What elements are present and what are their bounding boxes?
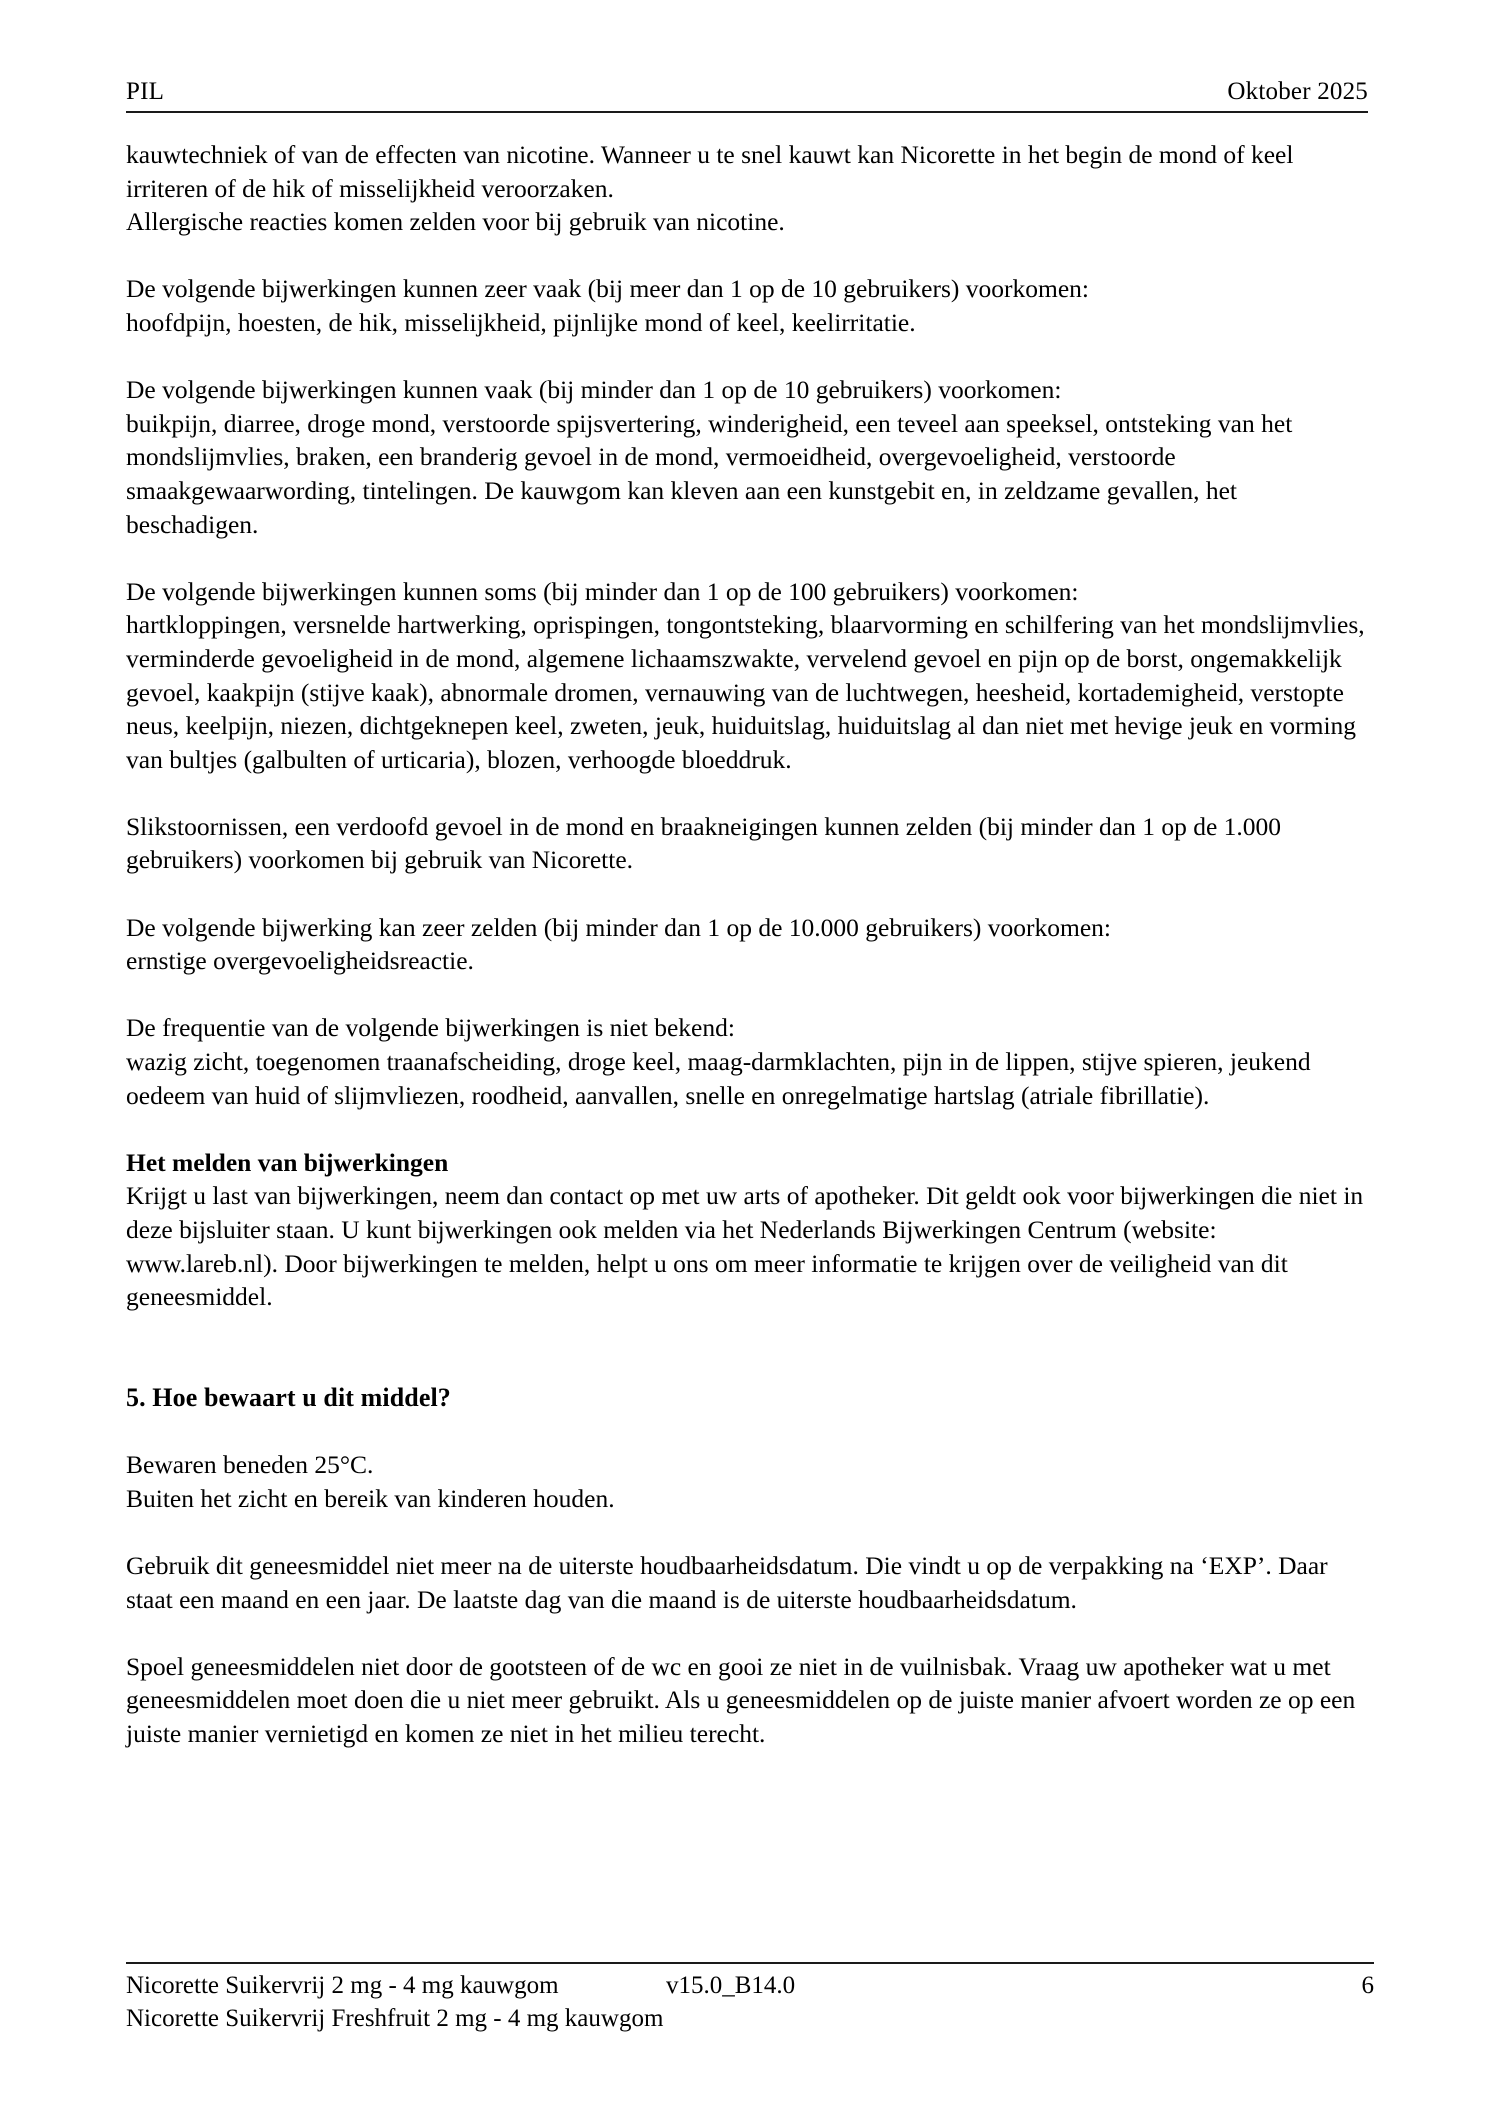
paragraph-very-common-lead: De volgende bijwerkingen kunnen zeer vaak (bij meer dan 1 op de 10 gebruikers) voorkomen: bbox=[126, 274, 1090, 304]
footer-row-secondary bbox=[126, 2002, 1374, 2035]
paragraph-very-common-list: hoofdpijn, hoesten, de hik, misselijkheid, pijnlijke mond of keel, keelirritatie. bbox=[126, 307, 916, 337]
footer-product-name-line1: Nicorette Suikervrij 2 mg - 4 mg kauwgom bbox=[126, 1972, 559, 1999]
footer-page-number: 6 bbox=[1361, 1972, 1374, 1999]
paragraph-storage-temperature: Bewaren beneden 25°C. bbox=[126, 1450, 374, 1480]
page-footer bbox=[126, 1962, 1374, 2035]
header-date: Oktober 2025 bbox=[1227, 78, 1368, 105]
paragraph-uncommon-list: hartkloppingen, versnelde hartwerking, oprispingen, tongontsteking, blaarvorming en schilfering van het mondslijmvlies, verminderde gevoeligheid in de mond, algemene lichaamszwakte, vervelend gevoel en pijn op de borst, ongemakkelijk gevoel, kaakpijn (stijve kaak), abnormale dromen, vernauwing van de luchtwegen, heesheid, kortademigheid, verstopte neus, keelpijn, niezen, dichtgeknepen keel, zweten, jeuk, huiduitslag, huiduitslag al dan niet met hevige jeuk en vorming van bultjes (galbulten of urticaria), blozen, verhoogde bloeddruk. bbox=[126, 610, 1365, 774]
section-spacer bbox=[126, 1347, 1374, 1381]
paragraph-allergic-reactions: Allergische reacties komen zelden voor bij gebruik van nicotine. bbox=[126, 207, 785, 237]
paragraph-expiry-date: Gebruik dit geneesmiddel niet meer na de uiterste houdbaarheidsdatum. Die vindt u op de verpakking na ‘EXP’. Daar staat een maand en een jaar. De laatste dag van die maand is de uiterste houdbaarheidsdatum. bbox=[126, 1550, 1328, 1614]
paragraph-common-list: buikpijn, diarree, droge mond, verstoorde spijsvertering, winderigheid, een teveel aan speeksel, ontsteking van het mondslijmvlies, braken, een branderig gevoel in de mond, vermoeidheid, overgevoeligheid, verstoorde smaakgewaarwording, tintelingen. De kauwgom kan kleven aan een kunstgebit en, in zeldzame gevallen, het beschadigen. bbox=[126, 408, 1293, 539]
paragraph-unknown-frequency-lead: De frequentie van de volgende bijwerkingen is niet bekend: bbox=[126, 1013, 735, 1043]
header-document-type: PIL bbox=[126, 78, 165, 105]
paragraph-uncommon-lead: De volgende bijwerkingen kunnen soms (bij minder dan 1 op de 100 gebruikers) voorkomen: bbox=[126, 576, 1079, 606]
paragraph-storage-children: Buiten het zicht en bereik van kinderen houden. bbox=[126, 1483, 615, 1513]
paragraph-disposal: Spoel geneesmiddelen niet door de gootsteen of de wc en gooi ze niet in de vuilnisbak. Vraag uw apotheker wat u met geneesmiddelen moet doen die u niet meer gebruikt. Als u geneesmiddelen op de juiste manier afvoert worden ze op een juiste manier vernietigd en komen ze niet in het milieu terecht. bbox=[126, 1651, 1356, 1748]
paragraph-reporting-side-effects: Krijgt u last van bijwerkingen, neem dan contact op met uw arts of apotheker. Dit geldt ook voor bijwerkingen die niet in deze bijsluiter staan. U kunt bijwerkingen ook melden via het Nederlands Bijwerkingen Centrum (website: www.lareb.nl). Door bijwerkingen te melden, helpt u ons om meer informatie te krijgen over de veiligheid van dit geneesmiddel. bbox=[126, 1181, 1364, 1312]
footer-row-primary bbox=[126, 1969, 1374, 2002]
document-body bbox=[126, 138, 1374, 1784]
paragraph-intro-chewing-technique: kauwtechniek of van de effecten van nicotine. Wanneer u te snel kauwt kan Nicorette in het begin de mond of keel irriteren of de hik of misselijkheid veroorzaken. bbox=[126, 140, 1294, 203]
paragraph-common-lead: De volgende bijwerkingen kunnen vaak (bij minder dan 1 op de 10 gebruikers) voorkomen: bbox=[126, 375, 1062, 405]
heading-reporting-side-effects: Het melden van bijwerkingen bbox=[126, 1147, 449, 1177]
footer-product-name-line2: Nicorette Suikervrij Freshfruit 2 mg - 4 mg kauwgom bbox=[126, 2005, 664, 2032]
page-header bbox=[126, 78, 1368, 113]
paragraph-very-rare-lead: De volgende bijwerking kan zeer zelden (bij minder dan 1 op de 10.000 gebruikers) voorkomen: bbox=[126, 912, 1111, 942]
paragraph-unknown-frequency-list: wazig zicht, toegenomen traanafscheiding, droge keel, maag-darmklachten, pijn in de lippen, stijve spieren, jeukend oedeem van huid of slijmvliezen, roodheid, aanvallen, snelle en onregelmatige hartslag (atriale fibrillatie). bbox=[126, 1047, 1311, 1110]
paragraph-rare: Slikstoornissen, een verdoofd gevoel in de mond en braakneigingen kunnen zelden (bij minder dan 1 op de 1.000 gebruikers) voorkomen bij gebruik van Nicorette. bbox=[126, 811, 1282, 875]
heading-section-5-storage: 5. Hoe bewaart u dit middel? bbox=[126, 1382, 451, 1412]
heading-spacer bbox=[126, 1415, 1374, 1449]
paragraph-very-rare-list: ernstige overgevoeligheidsreactie. bbox=[126, 946, 474, 976]
footer-version: v15.0_B14.0 bbox=[666, 1972, 796, 1999]
